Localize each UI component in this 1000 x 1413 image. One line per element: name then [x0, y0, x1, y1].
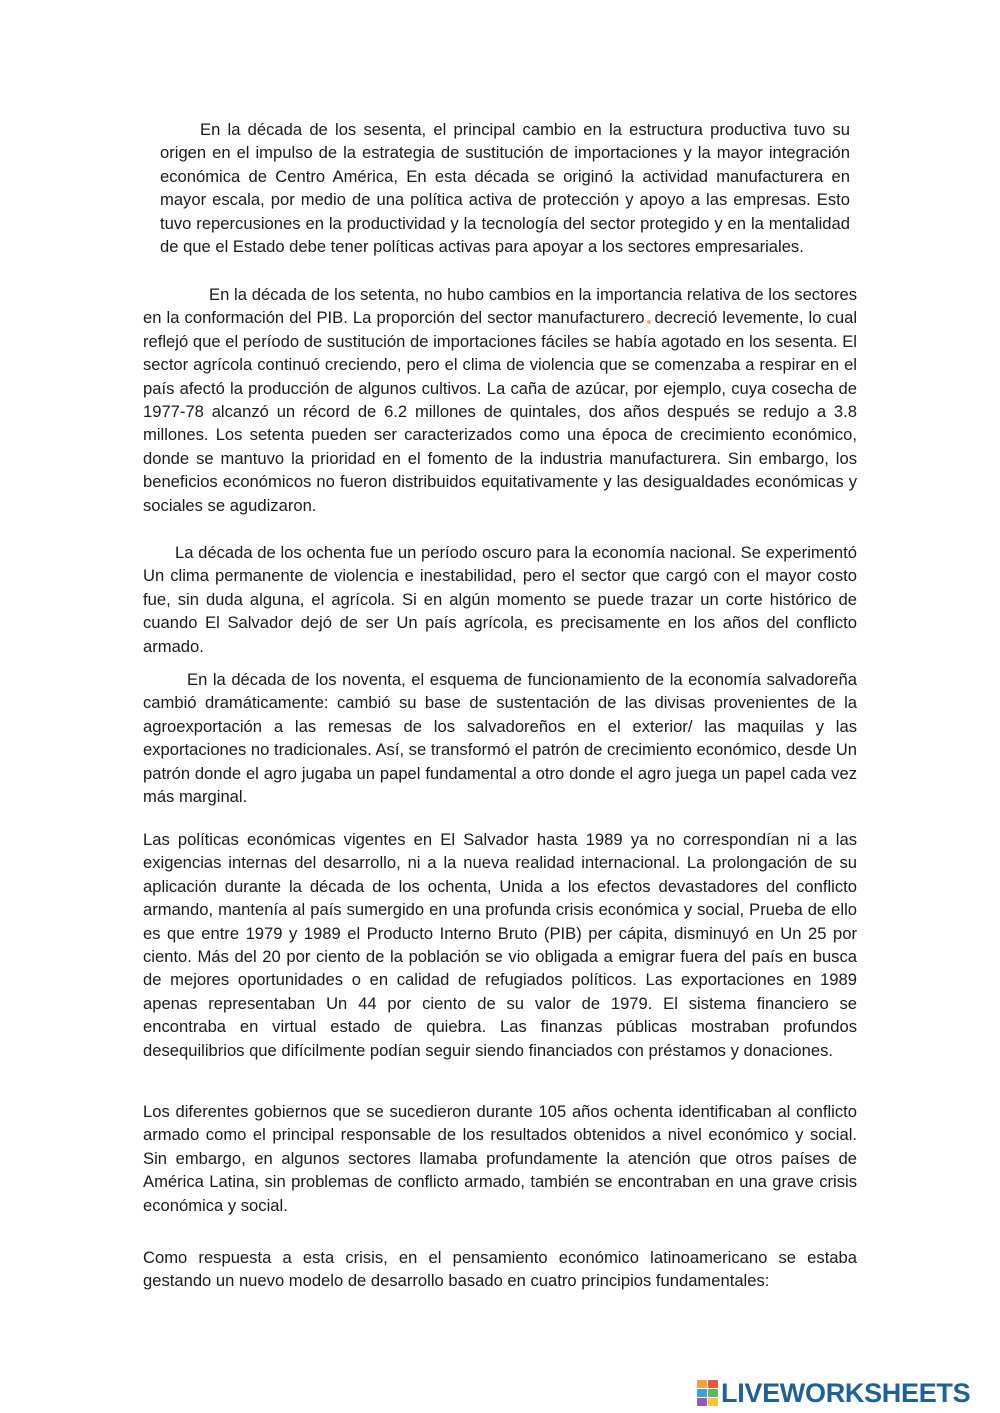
paragraph-politicas: Las políticas económicas vigentes en El Salvador hasta 1989 ya no correspondían ni a las exigencias internas del desarrollo, ni a la nueva realidad internacional. La prolongación de su aplicación durante la década de los ochenta, Unida a los efectos devastadores del conflicto armando, mantenía al país sumergido en una profunda crisis económica y social, Prueba de ello es que entre 1979 y 1989 el Producto Interno Bruto (PIB) per cápita, disminuyó en Un 25 por ciento. Más del 20 por ciento de la población se vio obligada a emigrar fuera del país en busca de mejores oportunidades o en calidad de refugiados políticos. Las exportaciones en 1989 apenas representaban Un 44 por ciento de su valor de 1979. El sistema financiero se encontraba en virtual estado de quiebra. Las finanzas públicas mostraban profundos desequilibrios que difícilmente podían seguir siendo financiados con préstamos y donaciones.	[143, 830, 857, 1060]
paragraph-setenta-part2: decreció levemente, lo cual reflejó que el período de sustitución de importaciones fáciles se había agotado en los sesenta. El sector agrícola continuó creciendo, pero el clima de violencia que se comenzaba a respirar en el país afectó la producción de algunos cultivos. La caña de azúcar, por ejemplo, cuya cosecha de 1977-78 alcanzó un récord de 6.2 millones de quintales, dos años después se redujo a 3.8 millones. Los setenta pueden ser caracterizados como una época de crecimiento económico, donde se mantuvo la prioridad en el fomento de la industria manufacturera. Sin embargo, los beneficios económicos no fueron distribuidos equitativamente y las desigualdades económicas y sociales se agudizaron.	[143, 308, 857, 515]
liveworksheets-icon	[697, 1378, 719, 1408]
paragraph-setenta-part1: En la década de los setenta, no hubo cambios en la importancia relativa de los sectores en la conformación del PIB. La proporción del sector manufacturero	[143, 285, 857, 328]
liveworksheets-logo	[697, 1376, 970, 1410]
liveworksheets-wordmark: LIVEWORKSHEETS	[721, 1378, 971, 1408]
dot-marker	[647, 320, 651, 324]
paragraph-sesenta: En la década de los sesenta, el principal cambio en la estructura productiva tuvo su origen en el impulso de la estrategia de sustitución de importaciones y la mayor integración económica de Centro América, En esta década se originó la actividad manufacturera en mayor escala, por medio de una política activa de protección y apoyo a las empresas. Esto tuvo repercusiones en la productividad y la tecnología del sector protegido y en la mentalidad de que el Estado debe tener políticas activas para apoyar a los sectores empresariales.	[160, 120, 850, 257]
paragraph-respuesta: Como respuesta a esta crisis, en el pensamiento económico latinoamericano se estaba gestando un nuevo modelo de desarrollo basado en cuatro principios fundamentales:	[143, 1248, 857, 1291]
paragraph-ochenta: La década de los ochenta fue un período oscuro para la economía nacional. Se experimentó Un clima permanente de violencia e inestabilidad, pero el sector que cargó con el mayor costo fue, sin duda alguna, el agrícola. Si en algún momento se puede trazar un corte histórico de cuando El Salvador dejó de ser Un país agrícola, es precisamente en los años del conflicto armado.	[143, 543, 857, 656]
paragraph-setenta	[143, 283, 857, 517]
paragraph-noventa: En la década de los noventa, el esquema de funcionamiento de la economía salvadoreña cambió dramáticamente: cambió su base de sustentación de las divisas provenientes de la agroexportación a las remesas de los salvadoreños en el exterior/ las maquilas y las exportaciones no tradicionales. Así, se transformó el patrón de crecimiento económico, desde Un patrón donde el agro jugaba un papel fundamental a otro donde el agro juega un papel cada vez más marginal.	[143, 670, 857, 807]
paragraph-gobiernos: Los diferentes gobiernos que se sucedieron durante 105 años ochenta identificaban al conflicto armado como el principal responsable de los resultados obtenidos a nivel económico y social. Sin embargo, en algunos sectores llamaba profundamente la atención que otros países de América Latina, sin problemas de conflicto armado, también se encontraban en una grave crisis económica y social.	[143, 1102, 857, 1215]
